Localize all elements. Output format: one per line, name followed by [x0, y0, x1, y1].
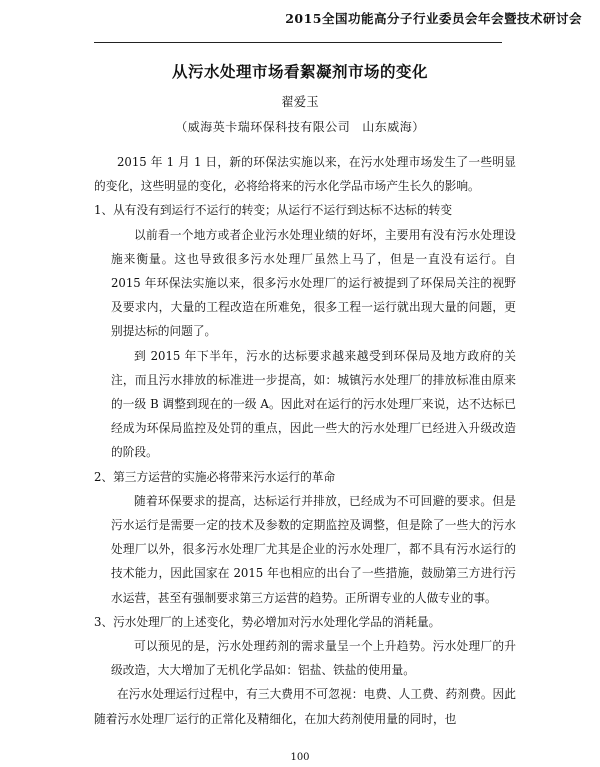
section-heading: 1、从有没有到运行不运行的转变；从运行不运行到达标不达标的转变	[94, 203, 453, 218]
affiliation-location: 山东威海）	[362, 120, 425, 134]
article-title: 从污水处理市场看絮凝剂市场的变化	[171, 62, 428, 81]
affiliation-company: （威海英卡瑞环保科技有限公司	[175, 120, 351, 134]
section-heading: 2、第三方运营的实施必将带来污水运行的革命	[94, 469, 336, 484]
page-number: 100	[290, 752, 310, 763]
section-heading: 3、污水处理厂的上述变化，势必增加对污水处理化学品的消耗量。	[94, 614, 441, 629]
paragraph: 到 2015 年下半年，污水的达标要求越来越受到环保局及地方政府的关注，而且污水排放的标准进一步提高，如：城镇污水处理厂的排放标准由原来的一级 B 调整到现在的一级 A。因此对在运行的污水处理厂来说，达不达标已经成为环保局监控及处罚的重点，因此一些大的污水处理厂已经进入升级改造的阶段。	[111, 348, 516, 460]
affiliation	[0, 118, 600, 135]
paragraph: 2015 年 1 月 1 日，新的环保法实施以来，在污水处理市场发生了一些明显的变化，这些明显的变化，必将给将来的污水化学品市场产生长久的影响。	[94, 155, 516, 194]
paragraph: 随着环保要求的提高，达标运行并排放，已经成为不可回避的要求。但是污水运行是需要一定的技术及参数的定期监控及调整，但是除了一些大的污水处理厂以外，很多污水处理厂尤其是企业的污水处理厂，都不具有污水运行的技术能力，因此国家在 2015 年也相应的出台了一些措施，鼓励第三方进行污水运营，甚至有强制要求第三方运营的趋势。正所谓专业的人做专业的事。	[111, 493, 516, 605]
author-name: 翟爱玉	[281, 94, 319, 109]
paragraph: 在污水处理运行过程中，有三大费用不可忽视：电费、人工费、药剂费。因此随着污水处理厂运行的正常化及精细化，在加大药剂使用量的同时，也	[94, 687, 516, 726]
running-header: 2015全国功能高分子行业委员会年会暨技术研讨会	[285, 11, 582, 26]
article-body	[94, 150, 516, 731]
header-rule	[94, 42, 502, 43]
paragraph: 可以预见的是，污水处理药剂的需求量呈一个上升趋势。污水处理厂的升级改造，大大增加了无机化学品如：铝盐、铁盐的使用量。	[111, 639, 516, 678]
paragraph: 以前看一个地方或者企业污水处理业绩的好坏，主要用有没有污水处理设施来衡量。这也导致很多污水处理厂虽然上马了，但是一直没有运行。自 2015 年环保法实施以来，很多污水处理厂的运行被提到了环保局关注的视野及要求内，大量的工程改造在所难免，很多工程一运行就出现大量的问题，更别提达标的问题了。	[111, 227, 516, 339]
